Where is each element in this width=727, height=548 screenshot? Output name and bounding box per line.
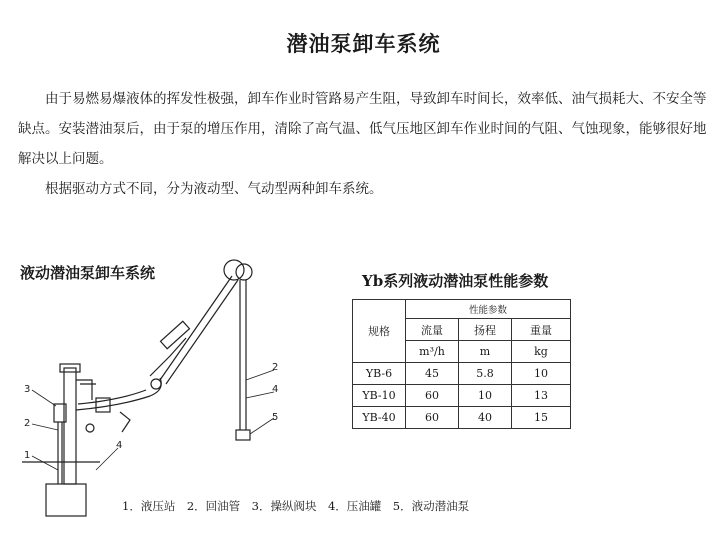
callout-3: 3 xyxy=(24,384,31,395)
column-header: 扬程 xyxy=(459,319,512,341)
value-cell: 10 xyxy=(512,363,571,385)
page-title: 潜油泵卸车系统 xyxy=(286,31,441,56)
spec-header: 规格 xyxy=(353,300,406,363)
intro-paragraph: 由于易燃易爆液体的挥发性极强，卸车作业时管路易产生阻，导致卸车时间长，效率低、油气损耗大、不安全等缺点。安装潜油泵后，由于泵的增压作用，清除了高气温、低气压地区卸车作业时间的气阻、气蚀现象，能够很好地解决以上问题。 xyxy=(18,91,707,167)
column-header: 流量 xyxy=(406,319,459,341)
value-cell: 15 xyxy=(512,407,571,429)
value-cell: 13 xyxy=(512,385,571,407)
drop-pipe xyxy=(240,280,246,430)
model-cell: YB-10 xyxy=(353,385,406,407)
callout-4: 4 xyxy=(116,440,123,451)
callout-4b: 4 xyxy=(272,384,279,395)
callout-2: 2 xyxy=(24,418,31,429)
diagram-legend: 1．液压站 2．回油管 3．操纵阀块 4．压油罐 5．液动潜油泵 xyxy=(122,499,470,513)
diagram-title: 液动潜油泵卸车系统 xyxy=(20,264,156,282)
callout-1: 1 xyxy=(24,450,31,461)
submersible-pump xyxy=(236,430,250,440)
table-row xyxy=(353,407,571,429)
unit-cell: m xyxy=(459,341,512,363)
support-column xyxy=(64,368,76,484)
table-title: Yb系列液动潜油泵性能参数 xyxy=(362,272,549,290)
drive-type-paragraph: 根据驱动方式不同，分为液动型、气动型两种卸车系统。 xyxy=(45,181,383,197)
value-cell: 10 xyxy=(459,385,512,407)
model-cell: YB-40 xyxy=(353,407,406,429)
group-header: 性能参数 xyxy=(406,300,571,319)
value-cell: 45 xyxy=(406,363,459,385)
model-cell: YB-6 xyxy=(353,363,406,385)
value-cell: 40 xyxy=(459,407,512,429)
swivel-joint xyxy=(224,260,244,280)
unit-cell: kg xyxy=(512,341,571,363)
performance-table xyxy=(352,299,571,429)
callout-2b: 2 xyxy=(272,362,279,373)
hydraulic-station xyxy=(46,484,86,516)
value-cell: 60 xyxy=(406,385,459,407)
column-header: 重量 xyxy=(512,319,571,341)
unit-cell: m³/h xyxy=(406,341,459,363)
value-cell: 60 xyxy=(406,407,459,429)
table-row xyxy=(353,363,571,385)
callout-5: 5 xyxy=(272,412,279,423)
value-cell: 5.8 xyxy=(459,363,512,385)
table-row xyxy=(353,385,571,407)
